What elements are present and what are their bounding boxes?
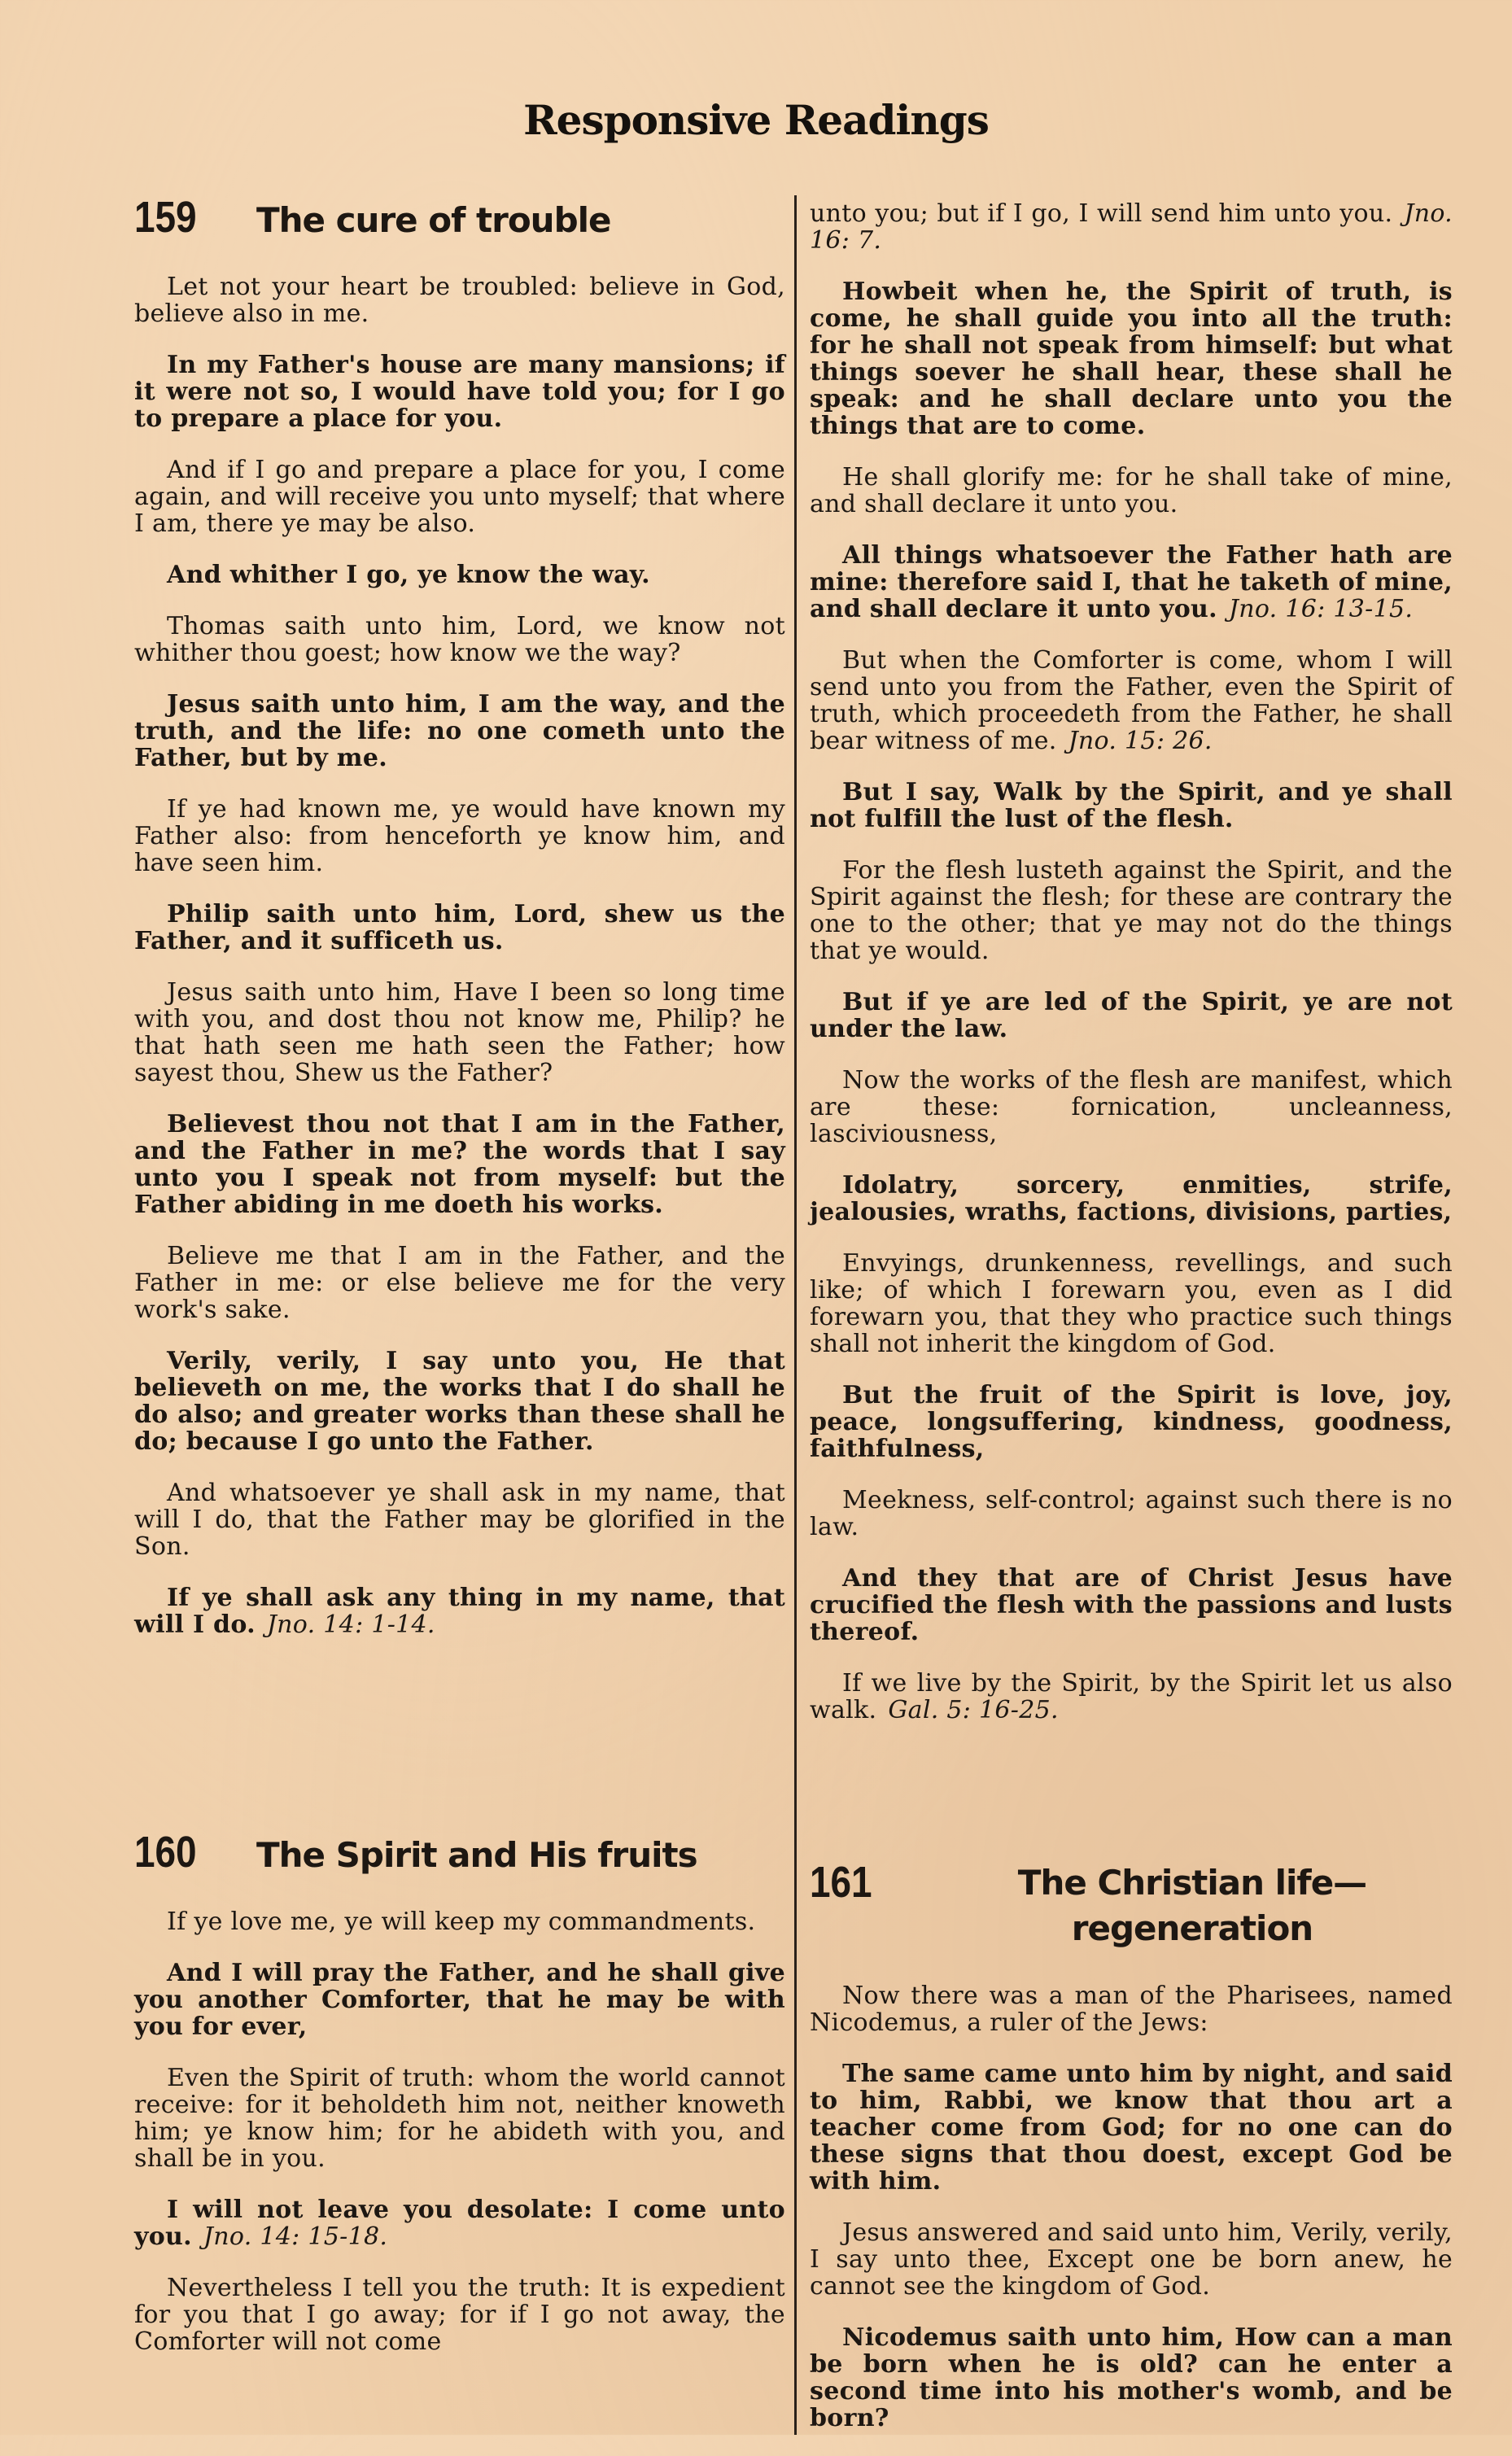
reading-number: 159 (134, 193, 197, 242)
leader-paragraph (810, 857, 1453, 964)
leader-paragraph (810, 1670, 1453, 1724)
paragraph-text: But if ye are led of the Spirit, ye are not under the law. (810, 988, 1453, 1043)
response-paragraph (134, 901, 785, 955)
paragraph-text: For the flesh lusteth against the Spirit, and the Spirit against the flesh; for these are contrary the one to the other; that ye may not do the things that ye would. (810, 856, 1453, 965)
response-paragraph (134, 1111, 785, 1218)
scripture-reference: Jno. 15: 26. (1068, 727, 1213, 755)
reading-heading (134, 192, 785, 243)
response-paragraph (810, 1565, 1453, 1645)
paragraph-text: Believe me that I am in the Father, and the Father in me: or else believe me for the very work's sake. (134, 1242, 785, 1324)
paragraph-text: But when the Comforter is come, whom I will send unto you from the Father, even the Spirit of truth, which proceedeth from the Father, he shall bear witness of me. (810, 646, 1453, 755)
leader-paragraph (134, 1908, 785, 1935)
response-paragraph (810, 2061, 1453, 2195)
leader-paragraph (134, 979, 785, 1086)
leader-paragraph (134, 1243, 785, 1323)
paragraph-text: Thomas saith unto him, Lord, we know not whither thou goest; how know we the way? (134, 612, 785, 667)
page-title: Responsive Readings (523, 96, 989, 144)
column-divider (794, 195, 797, 2435)
leader-paragraph (810, 1250, 1453, 1357)
paragraph-text: But I say, Walk by the Spirit, and ye shall not fulfill the lust of the flesh. (810, 778, 1453, 833)
paragraph-text: Even the Spirit of truth: whom the world cannot receive: for it beholdeth him not, neither knoweth him; ye know him; for he abideth with you, and shall be in you. (134, 2064, 785, 2173)
leader-paragraph (134, 2065, 785, 2172)
paragraph-text: But the fruit of the Spirit is love, joy, peace, longsuffering, kindness, goodness, faithfulness, (810, 1381, 1453, 1463)
paragraph-text: Philip saith unto him, Lord, shew us the Father, and it sufficeth us. (134, 900, 785, 955)
response-paragraph (810, 542, 1453, 623)
paragraph-text: If ye love me, ye will keep my commandments. (167, 1908, 756, 1936)
reading-title: The cure of trouble (256, 200, 611, 240)
paragraph-text: If ye shall ask any thing in my name, that will I do. (134, 1584, 785, 1639)
response-paragraph (134, 562, 785, 588)
paragraph-text: Now the works of the flesh are manifest, which are these: fornication, uncleanness, lasciviousness, (810, 1066, 1453, 1148)
reading-160-continued (810, 200, 1453, 1748)
response-paragraph (810, 779, 1453, 833)
paragraph-text: Let not your heart be troubled: believe in God, believe also in me. (134, 273, 785, 328)
reading-heading (810, 1857, 1453, 1951)
response-paragraph (134, 691, 785, 771)
paragraph-text: The same came unto him by night, and said to him, Rabbi, we know that thou art a teacher come from God; for no one can do these signs that thou doest, except God be with him. (810, 2060, 1453, 2196)
leader-paragraph (134, 457, 785, 537)
reading-number: 161 (810, 1858, 872, 1907)
scripture-reference: Jno. 16: 7. (810, 199, 1453, 255)
paragraph-text: Howbeit when he, the Spirit of truth, is come, he shall guide you into all the truth: for he shall not speak from himself: but what things soever he shall hear, these shall he speak: and he shall declare unto you the things that are to come. (810, 278, 1453, 440)
reading-title: The Christian life— regeneration (1017, 1863, 1367, 1948)
paragraph-text: And if I go and prepare a place for you, I come again, and will receive you unto myself; that where I am, there ye may be also. (134, 456, 785, 538)
reading-title: The Spirit and His fruits (256, 1835, 697, 1875)
response-paragraph (134, 1584, 785, 1638)
paragraph-text: And whither I go, ye know the way. (167, 561, 650, 589)
paragraph-text: Now there was a man of the Pharisees, named Nicodemus, a ruler of the Jews: (810, 1982, 1453, 2037)
paragraph-text: Idolatry, sorcery, enmities, strife, jealousies, wraths, factions, divisions, parties, (810, 1171, 1453, 1226)
paragraph-text: Jesus answered and said unto him, Verily, verily, I say unto thee, Except one be born anew, he cannot see the kingdom of God. (810, 2218, 1453, 2301)
leader-paragraph (134, 273, 785, 327)
leader-paragraph (134, 613, 785, 666)
leader-paragraph (810, 464, 1453, 518)
paragraph-text: Verily, verily, I say unto you, He that believeth on me, the works that I do shall he do also; and greater works than these shall he do; because I go unto the Father. (134, 1347, 785, 1456)
leader-paragraph (810, 1067, 1453, 1147)
paragraph-text: Believest thou not that I am in the Father, and the Father in me? the words that I say unto you I speak not from myself: but the Father abiding in me doeth his works. (134, 1110, 785, 1219)
scripture-reference: Jno. 14: 1-14. (266, 1610, 435, 1639)
reading-161 (810, 1857, 1453, 2456)
scripture-reference: Jno. 14: 15-18. (203, 2222, 388, 2251)
response-paragraph (810, 989, 1453, 1042)
leader-paragraph (134, 796, 785, 876)
paragraph-text: And they that are of Christ Jesus have crucified the flesh with the passions and lusts thereof. (810, 1564, 1453, 1646)
paragraph-text: Jesus saith unto him, I am the way, and the truth, and the life: no one cometh unto the Father, but by me. (134, 690, 785, 772)
leader-paragraph (810, 1487, 1453, 1540)
paragraph-text: And whatsoever ye shall ask in my name, that will I do, that the Father may be glorified in the Son. (134, 1479, 785, 1561)
response-paragraph (134, 1960, 785, 2040)
leader-paragraph (810, 647, 1453, 754)
scripture-reference: Gal. 5: 16-25. (888, 1696, 1059, 1724)
leader-paragraph (134, 1479, 785, 1560)
paragraph-text: Nicodemus saith unto him, How can a man be born when he is old? can he enter a second time into his mother's womb, and be born? (810, 2323, 1453, 2432)
paragraph-text: If ye had known me, ye would have known my Father also: from henceforth ye know him, and have seen him. (134, 795, 785, 877)
reading-160 (134, 1827, 785, 2380)
response-paragraph (134, 1348, 785, 1455)
paragraph-text: And I will pray the Father, and he shall give you another Comforter, that he may be with you for ever, (134, 1959, 785, 2041)
reading-number: 160 (134, 1828, 197, 1877)
paragraph-text: In my Father's house are many mansions; if it were not so, I would have told you; for I go to prepare a place for you. (134, 351, 785, 433)
reading-159 (134, 192, 785, 1663)
leader-paragraph (810, 200, 1453, 254)
paragraph-text: Jesus saith unto him, Have I been so long time with you, and dost thou not know me, Philip? he that hath seen me hath seen the Father; how sayest thou, Shew us the Father? (134, 978, 785, 1087)
response-paragraph (810, 1172, 1453, 1226)
paragraph-text: Nevertheless I tell you the truth: It is expedient for you that I go away; for if I go not away, the Comforter will not come (134, 2274, 785, 2356)
leader-paragraph (134, 2275, 785, 2355)
paragraph-text: If we live by the Spirit, by the Spirit let us also walk. (810, 1669, 1453, 1724)
response-paragraph (134, 2196, 785, 2250)
paragraph-text: Meekness, self-control; against such there is no law. (810, 1486, 1453, 1541)
paragraph-text: All things whatsoever the Father hath are mine: therefore said I, that he taketh of mine, and shall declare it unto you. (810, 541, 1453, 623)
paragraph-text: I will not leave you desolate: I come unto you. (134, 2196, 785, 2251)
response-paragraph (810, 278, 1453, 439)
reading-heading (134, 1827, 785, 1877)
leader-paragraph (810, 1982, 1453, 2036)
paragraph-text: He shall glorify me: for he shall take of mine, and shall declare it unto you. (810, 463, 1453, 518)
paragraph-text: Envyings, drunkenness, revellings, and such like; of which I forewarn you, even as I did forewarn you, that they who practice such things shall not inherit the kingdom of God. (810, 1249, 1453, 1358)
leader-paragraph (810, 2219, 1453, 2300)
response-paragraph (810, 1382, 1453, 1462)
paragraph-text: unto you; but if I go, I will send him unto you. (810, 199, 1393, 228)
response-paragraph (134, 352, 785, 432)
scripture-reference: Jno. 16: 13-15. (1228, 595, 1414, 623)
response-paragraph (810, 2324, 1453, 2432)
